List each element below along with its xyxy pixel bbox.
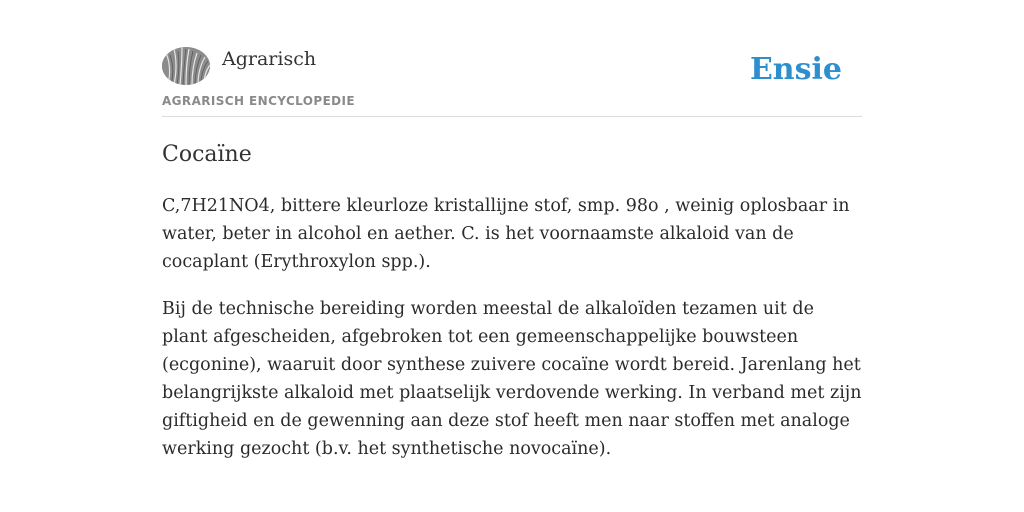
- brand-logo[interactable]: Ensie: [749, 52, 842, 87]
- article-body: [162, 192, 864, 482]
- source-name[interactable]: Agrarisch: [222, 48, 317, 70]
- source-subtitle: AGRARISCH ENCYCLOPEDIE: [162, 94, 355, 108]
- wheat-ears-icon[interactable]: [162, 47, 210, 85]
- article-paragraph: Bij de technische bereiding worden meestal de alkaloïden tezamen uit de plant afgescheiden, afgebroken tot een gemeenschappelijke bouwsteen (ecgonine), waaruit door synthese zuivere cocaïne wordt bereid. Jarenlang het belangrijkste alkaloid met plaatselijk verdovende werking. In verband met zijn giftigheid en de gewenning aan deze stof heeft men naar stoffen met analoge werking gezocht (b.v. het synthetische novocaïne).: [162, 299, 862, 459]
- page-title: Cocaïne: [162, 142, 252, 167]
- article-paragraph: C,7H21NO4, bittere kleurloze kristallijne stof, smp. 98o , weinig oplosbaar in water, beter in alcohol en aether. C. is het voornaamste alkaloid van de cocaplant (Erythroxylon spp.).: [162, 196, 850, 272]
- source-header: [162, 44, 862, 117]
